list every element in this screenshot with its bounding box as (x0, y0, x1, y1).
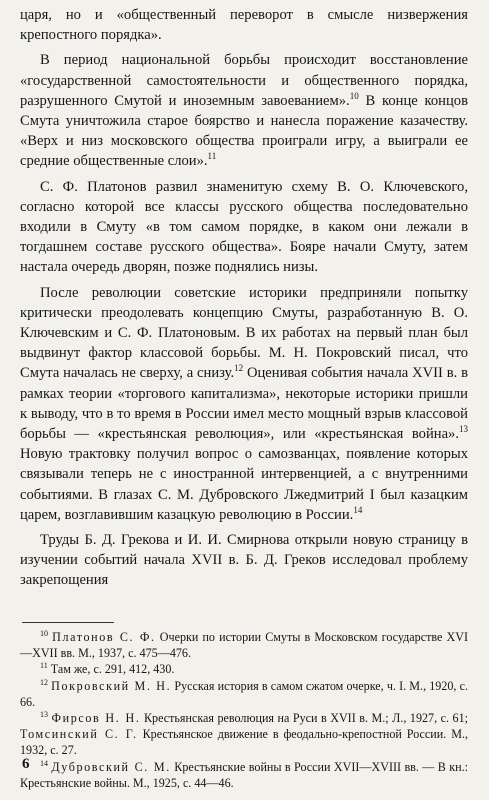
footnote-text: Там же, с. 291, 412, 430. (50, 662, 175, 677)
footnote-text: Очерки по истории Смуты в Московском государстве XVI—XVII вв. М., 1937, с. 475—476. (20, 630, 468, 661)
footnote-ref: 13 (459, 424, 468, 435)
footnote-author: Покровский М. Н. (51, 678, 172, 693)
footnote-number: 11 (40, 661, 48, 671)
footnote-number: 13 (40, 710, 48, 720)
footnote-number: 14 (40, 758, 48, 768)
paragraph-text: Труды Б. Д. Грекова и И. И. Смирнова открыли новую страницу в изучении событий начала XVII в. Б. Д. Греков исследовал проблему закрепощения (20, 532, 468, 589)
paragraph-text: В период национальной борьбы происходит восстановление «государственной самостоятельности и общественного порядка, разрушенного Смутой и иноземным завоеванием». (20, 52, 468, 109)
footnote-text: Крестьянские войны в России XVII—XVIII вв. — В кн.: Крестьянские войны. М., 1925, с. 44—46. (20, 759, 468, 790)
footnote-number: 10 (40, 629, 48, 638)
paragraph-1 (20, 5, 468, 45)
footnote-14 (20, 759, 468, 791)
paragraph-3 (20, 177, 468, 278)
paragraph-text: В конце концов Смута уничтожила старое боярство и нанесла поражение казачеству. «Верх и низ московского общества проиграли игру, а выиграли ее средние общественные слои». (20, 92, 468, 170)
footnote-number: 12 (40, 677, 48, 687)
paragraph-text: Оценивая события начала XVII в. в рамках теории «торгового капитализма», некоторые историки пришли к выводу, что в то время в России имел место мощный взрыв классовой борьбы — «крестьянская революция», или «крестьянская война». (20, 365, 468, 443)
footnote-12 (20, 678, 468, 710)
footnote-author: Фирсов Н. Н. (51, 711, 141, 726)
paragraph-text: С. Ф. Платонов развил знаменитую схему В. О. Ключевского, согласно которой все классы русского общества последовательно входили в Смуту «в том самом порядке, в каком они лежали в тогдашнем составе русского общества». Бояре начали Смуту, затем настала очередь дворян, позже поднялись низы. (20, 178, 468, 276)
footnote-text: Русская история в самом сжатом очерке, ч. I. М., 1920, с. 66. (20, 678, 469, 709)
footnote-text: Крестьянская революция на Руси в XVII в. М.; Л., 1927, с. 61; (140, 711, 468, 726)
paragraph-2 (20, 50, 468, 171)
footnote-text: Крестьянское движение в феодально-крепостной России. М., 1932, с. 27. (20, 727, 468, 758)
footnote-ref: 11 (207, 151, 217, 162)
footnote-13 (20, 710, 468, 759)
paragraph-text: После революции советские историки предприняли попытку критически преодолевать концепцию Смуты, разработанную В. О. Ключевским и С. Ф. Платоновым. В их работах на первый план был выдвинут фактор классовой борьбы. М. Н. Покровский писал, что Смута началась не сверху, а снизу. (20, 284, 468, 382)
footnote-ref: 10 (349, 90, 359, 101)
footnote-11 (20, 661, 468, 677)
page-number: 6 (22, 756, 30, 772)
footnotes (20, 629, 468, 791)
paragraph-5 (20, 530, 468, 591)
footnote-ref: 12 (234, 363, 244, 374)
main-text (20, 5, 468, 591)
footnote-author: Дубровский С. М. (51, 759, 171, 774)
footnote-author: Платонов С. Ф. (52, 630, 156, 644)
footnote-author: Томсинский С. Г. (20, 727, 138, 742)
footnote-10 (20, 629, 468, 661)
paragraph-4 (20, 283, 468, 525)
footnote-divider (22, 622, 114, 623)
paragraph-text: царя, но и «общественный переворот в смысле низвержения крепостного порядка». (20, 7, 468, 44)
footnote-ref: 14 (353, 504, 363, 515)
paragraph-text: Новую трактовку получил вопрос о самозванцах, появление которых связывали теперь не с иностранной интервенцией, а с внутренними событиями. В глазах С. М. Дубровского Лжедмитрий I был казацким царем, возглавившим казацкую революцию в России. (20, 446, 468, 523)
